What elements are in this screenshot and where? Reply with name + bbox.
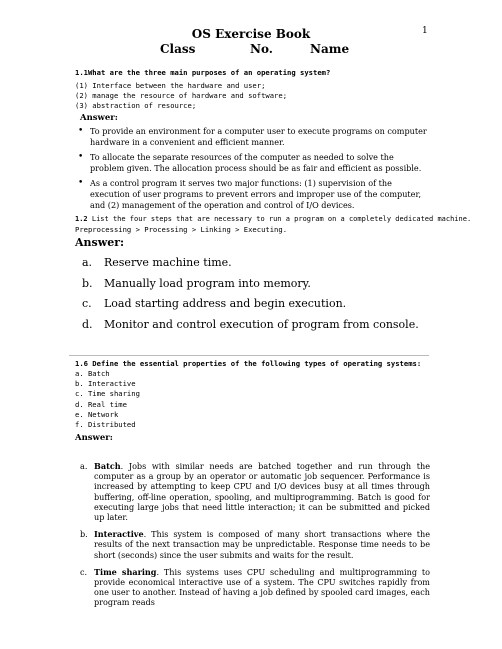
answer-1-bullet-list [78, 126, 430, 215]
list-letter: b. [82, 276, 93, 290]
answer-label-3: Answer: [75, 433, 113, 443]
question-1-1-line-1: (1) Interface between the hardware and user; [75, 81, 266, 90]
list-letter: d. [82, 317, 93, 331]
question-1-1-heading: 1.1What are the three main purposes of an operating system? [75, 68, 331, 77]
class-label: Class [160, 42, 196, 56]
question-1-2-text: List the four steps that are necessary to run a program on a completely dedicated machine. [91, 215, 472, 223]
definition-item [80, 567, 430, 608]
answer-label-2: Answer: [75, 236, 125, 249]
bullet-icon: • [78, 126, 84, 136]
definition-term: Interactive [94, 529, 144, 540]
list-text: Load starting address and begin execution. [104, 297, 347, 311]
list-item [82, 277, 419, 298]
list-item: d. Real time [75, 399, 127, 409]
os-types-list [75, 369, 140, 430]
question-1-2-heading [75, 215, 471, 223]
answer-label-1: Answer: [80, 113, 118, 123]
list-text: Monitor and control execution of program from console. [104, 317, 419, 331]
bullet-item [78, 126, 430, 147]
list-letter: c. [82, 297, 92, 311]
question-1-6-heading: 1.6 Define the essential properties of the following types of operating systems: [75, 359, 422, 368]
bullet-item [78, 152, 430, 173]
definition-letter: b. [80, 529, 88, 540]
no-label: No. [250, 42, 273, 56]
definition-text: . This systems uses CPU scheduling and multiprogramming to provide economical interactive use of a system. The CPU switches rapidly from one user to another. Instead of having a job defined by spooled card images, each program reads [94, 566, 430, 608]
page-number: 1 [422, 26, 428, 36]
question-1-1-line-3: (3) abstraction of resource; [75, 101, 197, 110]
list-item [82, 256, 419, 277]
bullet-icon: • [78, 152, 84, 163]
bullet-icon: • [78, 178, 84, 189]
definition-letter: c. [80, 566, 88, 577]
definition-letter: a. [80, 461, 88, 471]
bullet-text: As a control program it serves two major functions: (1) supervision of the execution of user programs to prevent errors and improper use of the computer, and (2) management of the operation and control of I/O devices. [90, 178, 422, 210]
definition-item [80, 461, 430, 522]
list-item: e. Network [75, 409, 119, 419]
question-1-2-line: Preprocessing > Processing > Linking > Executing. [75, 225, 288, 234]
page-title: OS Exercise Book [191, 27, 311, 41]
definition-text: . Jobs with similar needs are batched together and run through the computer as a group by an operator or automatic job sequencer. Performance is increased by attempting to keep CPU and I/O devices busy at all times through buffering, off-line operation, spooling, and multiprogramming. Batch is good for executing large jobs that need little interaction; it can be submitted and picked up later. [94, 461, 430, 523]
list-item [82, 297, 419, 318]
question-1-2-number: 1.2 [75, 215, 88, 223]
bullet-text: To provide an environment for a computer user to execute programs on computer hardware in a convenient and efficient manner. [90, 126, 427, 147]
list-item: b. Interactive [75, 379, 136, 389]
section-divider [69, 355, 429, 356]
bullet-item [78, 178, 430, 210]
list-item: a. Batch [75, 369, 110, 378]
definition-text: . This system is composed of many short transactions where the results of the next transaction may be unpredictable. Response time needs to be short (seconds) since the user submits and waits for the result. [94, 529, 430, 560]
definition-term: Time sharing [94, 566, 157, 577]
list-text: Manually load program into memory. [104, 276, 311, 290]
bullet-text: To allocate the separate resources of the computer as needed to solve the problem given. The allocation process should be as fair and efficient as possible. [90, 152, 422, 173]
definition-item [80, 529, 430, 560]
question-1-1-line-2: (2) manage the resource of hardware and software; [75, 91, 288, 100]
list-letter: a. [82, 256, 93, 269]
answer-2-list [82, 256, 419, 338]
list-text: Reserve machine time. [104, 256, 232, 269]
answer-3-definitions [80, 461, 430, 615]
list-item: c. Time sharing [75, 389, 140, 399]
list-item: f. Distributed [75, 419, 136, 429]
list-item [82, 318, 419, 339]
name-label: Name [310, 42, 350, 56]
definition-term: Batch [94, 461, 121, 471]
